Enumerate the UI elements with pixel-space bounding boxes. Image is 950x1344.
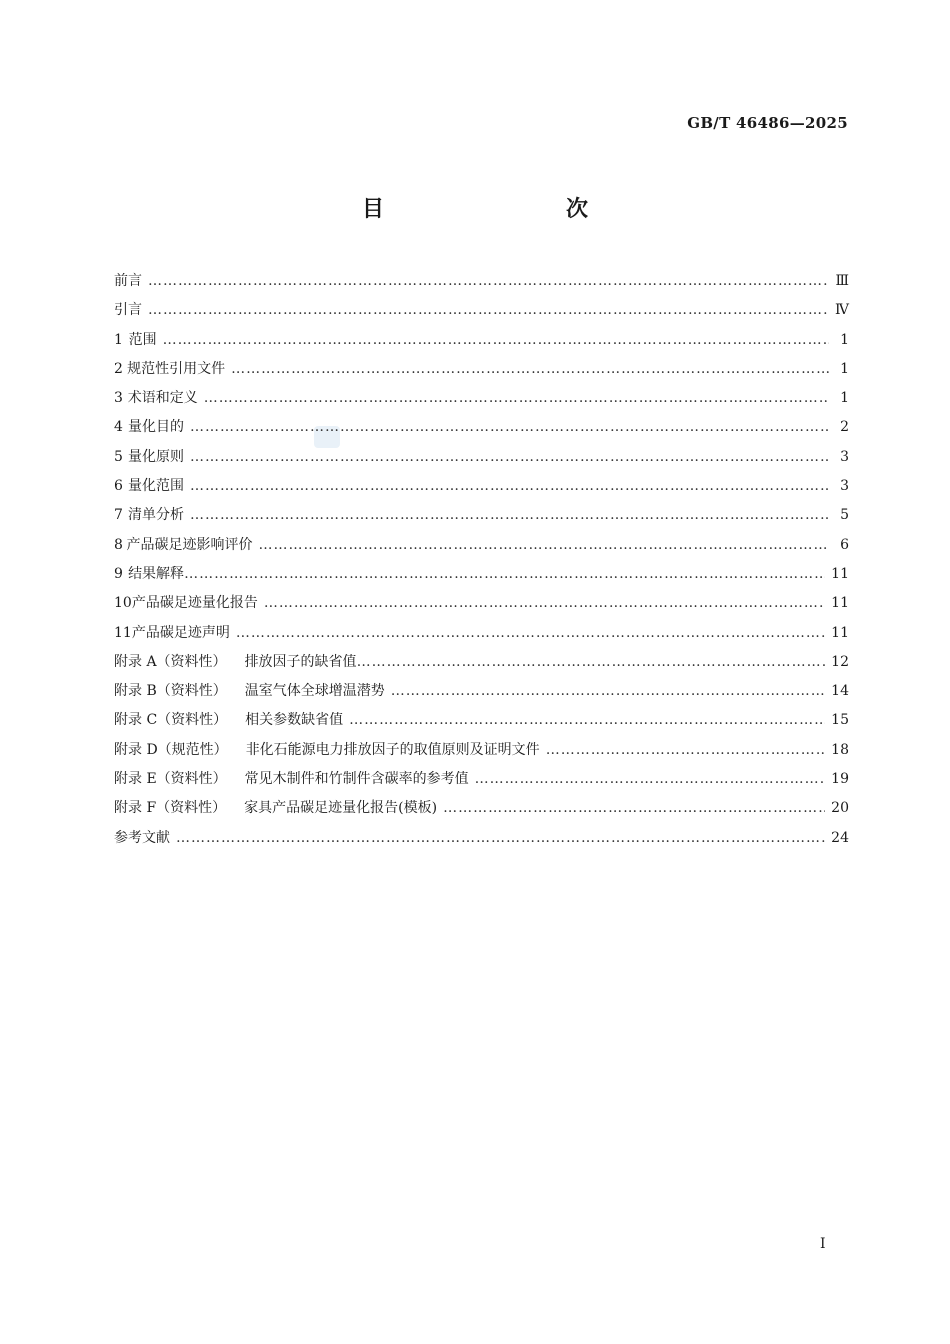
- toc-entry-appendix-d[interactable]: [114, 739, 849, 768]
- toc-entry-chapter-2[interactable]: [114, 358, 849, 387]
- toc-entry-introduction[interactable]: [114, 299, 849, 328]
- leader-dots: [184, 566, 825, 582]
- toc-entry-chapter-7[interactable]: [114, 504, 849, 533]
- toc-label: 温室气体全球增温潜势: [244, 683, 385, 700]
- toc-label: 术语和定义: [127, 390, 198, 407]
- toc-page: 14: [831, 683, 849, 700]
- toc-label: 参考文献: [114, 829, 170, 846]
- chapter-number: 1: [114, 331, 123, 348]
- leader-dots: [190, 449, 829, 465]
- toc-page: 1: [840, 390, 849, 407]
- appendix-prefix: 附录 D（规范性）: [114, 741, 228, 758]
- leader-dots: [391, 683, 825, 699]
- appendix-prefix: 附录 B（资料性）: [114, 683, 227, 700]
- chapter-number: 11: [114, 624, 132, 641]
- leader-dots: [264, 595, 825, 611]
- toc-label: 前言: [114, 273, 142, 289]
- chapter-number: 7: [114, 507, 123, 524]
- toc-label: 引言: [114, 302, 142, 319]
- table-of-contents: [114, 270, 849, 856]
- toc-entry-chapter-5[interactable]: [114, 446, 849, 475]
- leader-dots: [190, 419, 829, 435]
- toc-label: 非化石能源电力排放因子的取值原则及证明文件: [245, 741, 540, 758]
- toc-entry-appendix-a[interactable]: [114, 651, 849, 680]
- toc-entry-chapter-9[interactable]: [114, 563, 849, 592]
- toc-page: 6: [840, 536, 849, 553]
- standard-number: GB/T 46486—2025: [687, 114, 848, 132]
- toc-page: 1: [840, 360, 849, 377]
- toc-label: 结果解释: [128, 565, 185, 582]
- toc-entry-chapter-8[interactable]: [114, 534, 849, 563]
- chapter-number: 4: [114, 419, 123, 436]
- toc-label: 范围: [128, 331, 157, 348]
- chapter-number: 9: [114, 565, 123, 582]
- toc-label: 产品碳足迹量化报告: [131, 595, 258, 612]
- toc-label: 量化目的: [128, 419, 185, 436]
- leader-dots: [475, 771, 826, 787]
- toc-page: 11: [831, 565, 849, 582]
- toc-entry-chapter-4[interactable]: [114, 416, 849, 445]
- leader-dots: [176, 830, 825, 846]
- toc-entry-chapter-1[interactable]: [114, 329, 849, 358]
- leader-dots: [204, 390, 829, 406]
- leader-dots: [231, 361, 829, 377]
- page-folio: I: [820, 1236, 826, 1252]
- toc-entry-bibliography[interactable]: [114, 827, 849, 856]
- toc-entry-appendix-e[interactable]: [114, 768, 849, 797]
- page-title: 目 次: [361, 196, 634, 222]
- appendix-prefix: 附录 A（资料性）: [114, 653, 227, 670]
- toc-label: 排放因子的缺省值: [244, 653, 357, 670]
- chapter-number: 5: [114, 448, 123, 465]
- toc-entry-chapter-10[interactable]: [114, 592, 849, 621]
- toc-entry-appendix-f[interactable]: [114, 797, 849, 826]
- toc-page: Ⅲ: [835, 273, 849, 289]
- toc-page: 1: [840, 331, 849, 348]
- toc-page: 19: [831, 771, 849, 788]
- toc-page: 12: [831, 653, 849, 670]
- toc-label: 常见木制件和竹制件含碳率的参考值: [244, 771, 469, 788]
- toc-entry-chapter-6[interactable]: [114, 475, 849, 504]
- toc-label: 相关参数缺省值: [245, 712, 344, 729]
- leader-dots: [236, 625, 825, 641]
- toc-page: 3: [840, 448, 849, 465]
- toc-label: 产品碳足迹声明: [131, 624, 230, 641]
- leader-dots: [349, 712, 825, 728]
- toc-page: 15: [831, 712, 849, 729]
- toc-label: 量化原则: [128, 448, 185, 465]
- toc-page: 24: [831, 829, 849, 846]
- toc-page: 3: [840, 478, 849, 495]
- toc-entry-appendix-b[interactable]: [114, 680, 849, 709]
- appendix-prefix: 附录 F（资料性）: [114, 800, 227, 817]
- leader-dots: [163, 332, 829, 348]
- toc-label: 产品碳足迹影响评价: [126, 536, 253, 553]
- toc-page: Ⅳ: [835, 302, 849, 319]
- appendix-prefix: 附录 C（资料性）: [114, 712, 228, 729]
- toc-label: 量化范围: [128, 478, 185, 495]
- toc-page: 18: [831, 741, 849, 758]
- chapter-number: 6: [114, 478, 123, 495]
- leader-dots: [190, 478, 829, 494]
- toc-label: 规范性引用文件: [127, 360, 226, 377]
- toc-page: 2: [840, 419, 849, 436]
- leader-dots: [357, 654, 826, 670]
- leader-dots: [190, 507, 829, 523]
- toc-label: 清单分析: [128, 507, 185, 524]
- toc-page: 11: [831, 595, 849, 612]
- toc-entry-chapter-3[interactable]: [114, 387, 849, 416]
- leader-dots: [148, 273, 829, 289]
- leader-dots: [259, 537, 829, 553]
- toc-entry-appendix-c[interactable]: [114, 709, 849, 738]
- chapter-number: 10: [114, 595, 132, 612]
- toc-page: 5: [840, 507, 849, 524]
- leader-dots: [546, 742, 825, 758]
- toc-label: 家具产品碳足迹量化报告(模板): [244, 800, 438, 817]
- toc-page: 11: [831, 624, 849, 641]
- chapter-number: 3: [114, 390, 123, 407]
- appendix-prefix: 附录 E（资料性）: [114, 771, 227, 788]
- toc-entry-chapter-11[interactable]: [114, 622, 849, 651]
- toc-entry-foreword[interactable]: [114, 270, 849, 299]
- toc-page: 20: [831, 800, 849, 817]
- leader-dots: [443, 800, 825, 816]
- leader-dots: [148, 302, 829, 318]
- chapter-number: 8: [114, 536, 123, 553]
- chapter-number: 2: [114, 360, 123, 377]
